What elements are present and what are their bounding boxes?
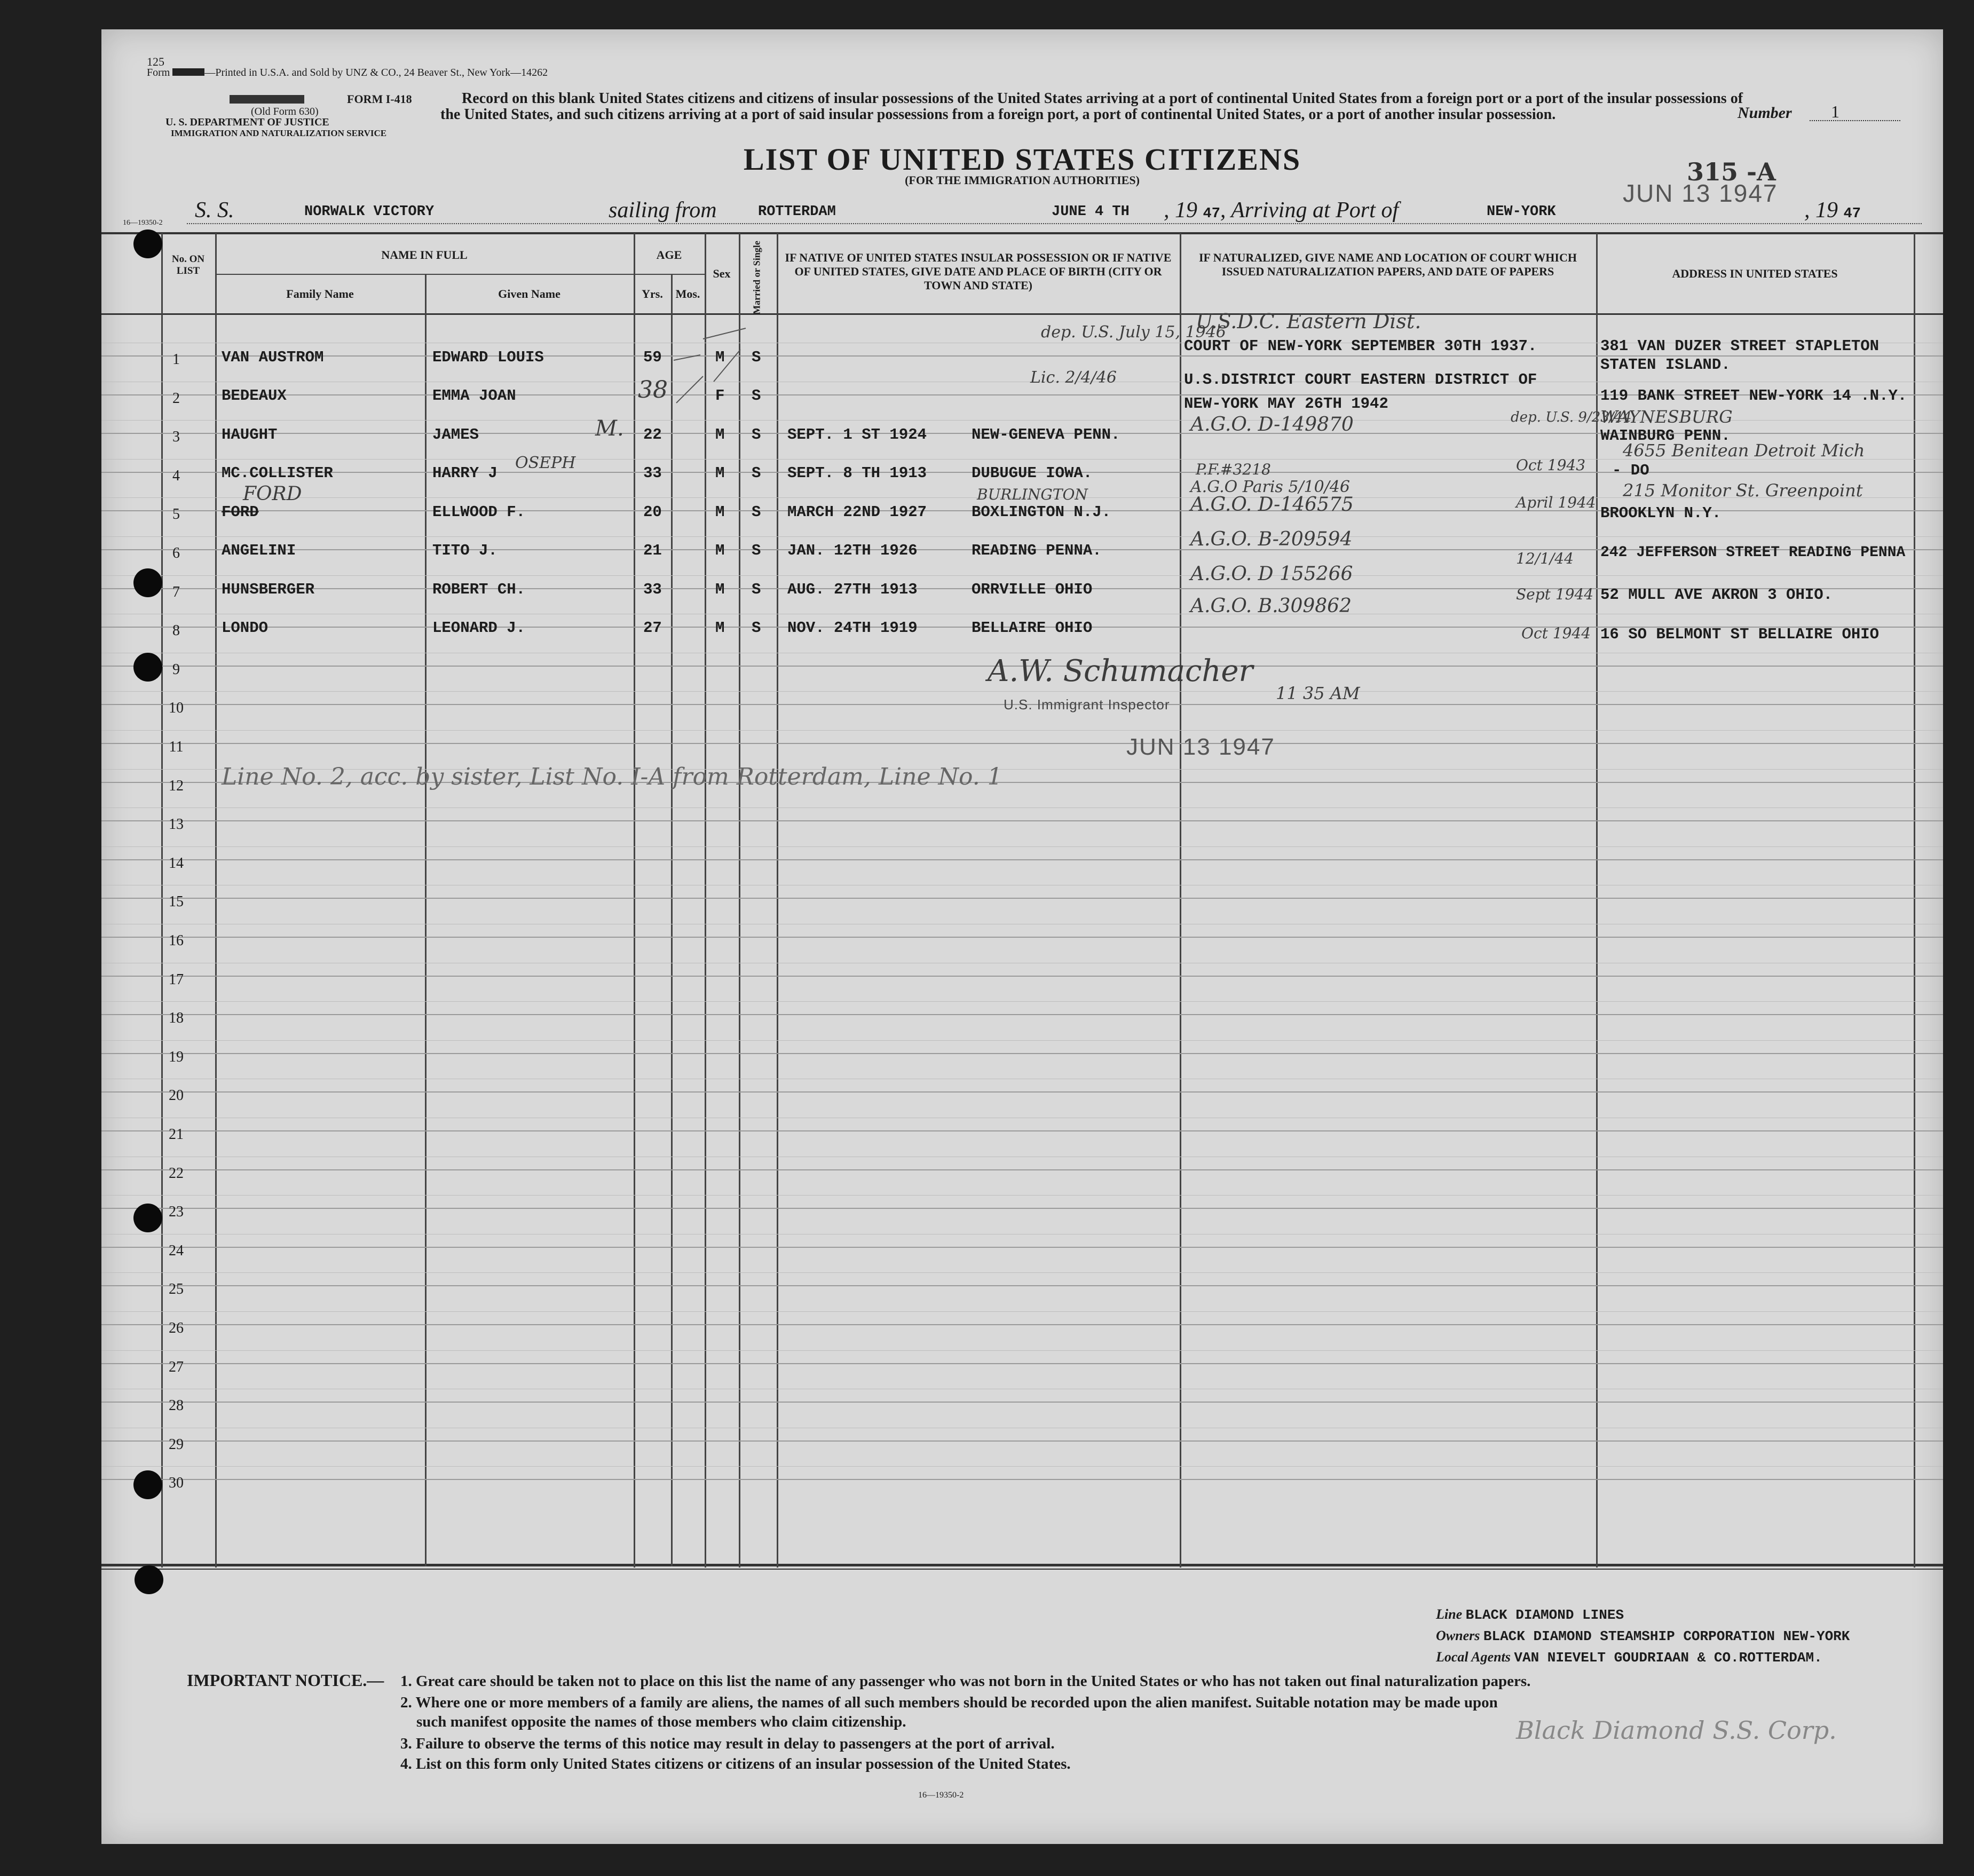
- row-subrule: [101, 1311, 1943, 1312]
- age-years: 59: [643, 349, 662, 366]
- birth-date: SEPT. 8 TH 1913: [787, 464, 927, 482]
- nat-date: Oct 1944: [1521, 624, 1591, 642]
- birth-place: DUBUGUE IOWA.: [972, 464, 1093, 482]
- page-subtitle: (FOR THE IMMIGRATION AUTHORITIES): [905, 173, 1140, 187]
- sex: M: [715, 349, 725, 366]
- row-number: 6: [172, 545, 180, 561]
- page-title: LIST OF UNITED STATES CITIZENS: [743, 142, 1301, 177]
- row-number: 29: [169, 1436, 184, 1453]
- nat-handwritten-court: U.S.D.C. Eastern Dist.: [1196, 310, 1422, 333]
- punch-hole: [133, 1470, 162, 1499]
- row-number: 20: [169, 1087, 184, 1104]
- header-yrs: Yrs.: [642, 287, 663, 300]
- row-rule: [101, 743, 1943, 744]
- row-rule: [101, 1208, 1943, 1209]
- side-code: 16—19350-2: [123, 219, 163, 227]
- voyage-dotline: [187, 223, 1922, 224]
- marital-status: S: [752, 503, 761, 521]
- naturalization-court: COURT OF NEW-YORK SEPTEMBER 30TH 1937.: [1184, 337, 1537, 355]
- family-name: FORD: [222, 503, 259, 521]
- port-from: ROTTERDAM: [758, 204, 836, 220]
- punch-hole: [133, 653, 162, 682]
- row-rule: [101, 1014, 1943, 1015]
- birth-place: READING PENNA.: [972, 542, 1102, 559]
- address: 381 VAN DUZER STREET STAPLETON: [1600, 337, 1880, 355]
- address: 242 JEFFERSON STREET READING PENNA: [1600, 544, 1906, 561]
- naturalization-court: NEW-YORK MAY 26TH 1942: [1184, 395, 1388, 413]
- header-mos: Mos.: [675, 287, 700, 300]
- number-line: [1810, 120, 1900, 121]
- inspector-signature: A.W. Schumacher: [988, 654, 1253, 688]
- col-divider: [425, 275, 427, 1566]
- row-rule: [101, 859, 1943, 860]
- sailing-label: sailing from: [609, 198, 717, 223]
- inspection-stamp: JUN 13 1947: [1126, 734, 1275, 760]
- row-number: 27: [169, 1358, 184, 1375]
- sex: M: [715, 619, 725, 637]
- row-subrule: [101, 1001, 1943, 1002]
- age-years: 33: [643, 464, 662, 482]
- year-prefix: , 19 47, Arriving at Port of: [1164, 198, 1399, 223]
- sex: M: [715, 542, 725, 559]
- sail-date: JUNE 4 TH: [1052, 204, 1130, 220]
- arrival-port: NEW-YORK: [1487, 204, 1556, 220]
- row-rule: [101, 820, 1943, 821]
- row-number: 21: [169, 1126, 184, 1143]
- row-number: 7: [172, 583, 180, 600]
- header-family: Family Name: [286, 287, 354, 300]
- row-rule: [101, 1247, 1943, 1248]
- row-rule: [101, 1091, 1943, 1093]
- family-name: HUNSBERGER: [222, 581, 315, 598]
- notice-2b: such manifest opposite the names of those members who claim citizenship.: [416, 1713, 906, 1730]
- row-subrule: [101, 1040, 1943, 1041]
- family-name: LONDO: [222, 619, 269, 637]
- name-subhead-rule: [215, 274, 635, 275]
- row-subrule: [101, 1466, 1943, 1467]
- nat-date: Oct 1943: [1516, 456, 1586, 474]
- birth-handwritten: BURLINGTON: [977, 486, 1088, 503]
- row-rule: [101, 976, 1943, 977]
- given-name: EMMA JOAN: [432, 387, 516, 405]
- row-number: 19: [169, 1048, 184, 1065]
- nat-handwritten: P.F.#3218: [1196, 461, 1271, 478]
- given-name: HARRY J: [432, 464, 498, 482]
- row-number: 23: [169, 1204, 184, 1221]
- row-rule: [101, 1479, 1943, 1480]
- row-number: 8: [172, 622, 180, 639]
- table-bottom-rule2: [101, 1569, 1943, 1570]
- row-number: 15: [169, 893, 184, 911]
- address-handwritten: WAYNESBURG: [1600, 407, 1733, 427]
- row-number: 24: [169, 1242, 184, 1259]
- header-address: ADDRESS IN UNITED STATES: [1672, 267, 1838, 280]
- row-number: 25: [169, 1281, 184, 1298]
- family-name: MC.COLLISTER: [222, 464, 333, 482]
- row-number: 17: [169, 971, 184, 988]
- service: IMMIGRATION AND NATURALIZATION SERVICE: [171, 128, 387, 138]
- family-name: VAN AUSTROM: [222, 349, 324, 366]
- notice-1: 1. Great care should be taken not to place on this list the name of any passenger who was not born in the United States or who has not taken out final naturalization papers.: [400, 1673, 1531, 1690]
- birth-date: JAN. 12TH 1926: [787, 542, 918, 559]
- notice-4: 4. List on this form only United States citizens or citizens of an insular possession of the United States.: [400, 1755, 1071, 1772]
- bottom-code: 16—19350-2: [918, 1791, 964, 1800]
- row-number: 18: [169, 1010, 184, 1027]
- ss-label: S. S.: [195, 198, 234, 223]
- marital-status: S: [752, 349, 761, 366]
- header-age: AGE: [656, 248, 682, 262]
- punch-hole: [133, 568, 162, 597]
- old-form: (Old Form 630): [251, 106, 319, 117]
- naturalization-court: A.G.O. B-209594: [1190, 528, 1353, 550]
- agents-field: Local Agents VAN NIEVELT GOUDRIAAN & CO.ROTTERDAM.: [1436, 1649, 1822, 1666]
- nat-date: April 1944: [1516, 494, 1596, 511]
- age-years: 21: [643, 542, 662, 559]
- row-number: 11: [169, 739, 184, 755]
- naturalization-court: A.G.O. D 155266: [1190, 563, 1353, 585]
- number-label: Number: [1738, 104, 1792, 122]
- row-rule: [101, 1324, 1943, 1325]
- address-handwritten: 4655 Benitean Detroit Mich: [1623, 440, 1865, 461]
- sex: M: [715, 426, 725, 444]
- row-rule: [101, 1053, 1943, 1054]
- given-name: ROBERT CH.: [432, 581, 526, 598]
- row-subrule: [101, 1350, 1943, 1351]
- age-years: 33: [643, 581, 662, 598]
- address: - DO: [1612, 462, 1649, 479]
- row-subrule: [101, 575, 1943, 576]
- birth-place: BOXLINGTON N.J.: [972, 503, 1111, 521]
- naturalization-court: A.G.O. D-149870: [1190, 414, 1354, 436]
- given-name: ELLWOOD F.: [432, 503, 526, 521]
- arrival-time: 11 35 AM: [1276, 683, 1360, 703]
- row-number: 5: [172, 506, 180, 523]
- row-rule: [101, 898, 1943, 899]
- notice-title: IMPORTANT NOTICE.—: [187, 1671, 384, 1690]
- owners-field: Owners BLACK DIAMOND STEAMSHIP CORPORATION NEW-YORK: [1436, 1628, 1850, 1644]
- given-handwritten: OSEPH: [515, 454, 576, 472]
- header-married: Married or Single: [751, 241, 762, 314]
- header-given: Given Name: [498, 287, 560, 300]
- row-subrule: [101, 1272, 1943, 1273]
- form-number: 125: [147, 55, 164, 68]
- birth-place: BELLAIRE OHIO: [972, 619, 1093, 637]
- row-rule: [101, 1130, 1943, 1131]
- marital-status: S: [752, 426, 761, 444]
- row-number: 2: [172, 390, 180, 407]
- notice-3: 3. Failure to observe the terms of this notice may result in delay to passengers at the port of arrival.: [400, 1735, 1055, 1752]
- given-name: TITO J.: [432, 542, 498, 559]
- row-subrule: [101, 1195, 1943, 1196]
- row-rule: [101, 1363, 1943, 1364]
- nat-date: 12/1/44: [1516, 550, 1574, 567]
- row-number: 12: [169, 777, 184, 794]
- address: BROOKLYN N.Y.: [1600, 504, 1722, 522]
- naturalization-court: A.G.O. B.309862: [1190, 595, 1352, 617]
- row-number: 1: [172, 351, 180, 368]
- row-rule: [101, 937, 1943, 938]
- arrival-year: , 19 47: [1804, 198, 1861, 223]
- header-sex: Sex: [713, 267, 731, 280]
- row-number: 10: [169, 700, 184, 717]
- marital-status: S: [752, 387, 761, 405]
- agent-signature: Black Diamond S.S. Corp.: [1516, 1716, 1837, 1745]
- row-number: 30: [169, 1475, 184, 1492]
- given-name: EDWARD LOUIS: [432, 349, 544, 366]
- table-top-rule: [101, 232, 1943, 234]
- address: 16 SO BELMONT ST BELLAIRE OHIO: [1600, 626, 1880, 643]
- redaction-bar: [230, 95, 304, 104]
- row-subrule: [101, 846, 1943, 847]
- given-handwritten: M.: [595, 416, 624, 441]
- nat-date: dep. U.S. 9/23/44: [1511, 409, 1632, 425]
- tick-marks: [671, 318, 778, 531]
- row-number: 22: [169, 1165, 184, 1182]
- given-name: LEONARD J.: [432, 619, 526, 637]
- sex: M: [715, 503, 725, 521]
- marital-status: S: [752, 464, 761, 482]
- row-rule: [101, 1285, 1943, 1286]
- number-value: 1: [1831, 102, 1839, 121]
- address: 119 BANK STREET NEW-YORK 14 .N.Y.: [1600, 387, 1907, 405]
- header-birth: IF NATIVE OF UNITED STATES INSULAR POSSESSION OR IF NATIVE OF UNITED STATES, GIVE DATE AND PLACE OF BIRTH (CITY OR TOWN AND STATE): [785, 251, 1172, 292]
- departure-note: dep. U.S. July 15, 1946: [1041, 323, 1226, 342]
- table-bottom-rule: [101, 1564, 1943, 1566]
- sex: M: [715, 464, 725, 482]
- department: U. S. DEPARTMENT OF JUSTICE: [165, 116, 329, 128]
- ship-name: NORWALK VICTORY: [304, 204, 435, 220]
- form-printer: Form —Printed in U.S.A. and Sold by UNZ & CO., 24 Beaver St., New York—14262: [147, 67, 548, 78]
- age-years: 27: [643, 619, 662, 637]
- age-years: 22: [643, 426, 662, 444]
- naturalization-court: A.G.O. D-146575: [1190, 494, 1354, 516]
- family-handwritten: FORD: [243, 483, 302, 505]
- punch-hole: [135, 1565, 163, 1594]
- manifest-sheet: [101, 29, 1943, 1844]
- age-years: 20: [643, 503, 662, 521]
- address-handwritten: 215 Monitor St. Greenpoint: [1623, 480, 1863, 501]
- punch-hole: [133, 229, 162, 258]
- row-subrule: [101, 536, 1943, 537]
- address: WAINBURG PENN.: [1600, 427, 1731, 445]
- row-subrule: [101, 730, 1943, 731]
- naturalization-court: A.G.O Paris 5/10/46: [1190, 478, 1351, 496]
- birth-date: MARCH 22ND 1927: [787, 503, 927, 521]
- row-number: 14: [169, 854, 184, 872]
- departure-note: Lic. 2/4/46: [1030, 368, 1117, 387]
- birth-place: ORRVILLE OHIO: [972, 581, 1093, 598]
- address: 52 MULL AVE AKRON 3 OHIO.: [1600, 586, 1833, 604]
- row12-note: Line No. 2, acc. by sister, List No. I-A from Rotterdam, Line No. 1: [222, 763, 1002, 790]
- row-rule: [101, 1169, 1943, 1170]
- row-number: 4: [172, 467, 180, 484]
- nat-date: Sept 1944: [1516, 585, 1594, 603]
- sex: M: [715, 581, 725, 598]
- row-number: 9: [172, 661, 180, 678]
- row-number: 26: [169, 1320, 184, 1336]
- line-field: Line BLACK DIAMOND LINES: [1436, 1606, 1624, 1623]
- family-name: BEDEAUX: [222, 387, 287, 405]
- given-name: JAMES: [432, 426, 479, 444]
- birth-date: SEPT. 1 ST 1924: [787, 426, 927, 444]
- age-subhead-rule: [634, 274, 705, 275]
- family-name: HAUGHT: [222, 426, 278, 444]
- header-name-in-full: NAME IN FULL: [381, 248, 468, 262]
- header-naturalized: IF NATURALIZED, GIVE NAME AND LOCATION OF COURT WHICH ISSUED NATURALIZATION PAPERS, AND DATE OF PAPERS: [1199, 251, 1577, 278]
- inspector-title: U.S. Immigrant Inspector: [1004, 696, 1170, 713]
- family-name: ANGELINI: [222, 542, 296, 559]
- age-years: 38: [638, 376, 668, 403]
- marital-status: S: [752, 619, 761, 637]
- table-header-rule: [101, 313, 1943, 315]
- row-rule: [101, 1440, 1943, 1442]
- row-number: 28: [169, 1397, 184, 1414]
- row-rule: [101, 1402, 1943, 1403]
- birth-place: NEW-GENEVA PENN.: [972, 426, 1120, 444]
- marital-status: S: [752, 581, 761, 598]
- punch-hole: [133, 1204, 162, 1232]
- marital-status: S: [752, 542, 761, 559]
- address-line2: STATEN ISLAND.: [1600, 356, 1731, 374]
- row-number: 3: [172, 429, 180, 446]
- birth-date: NOV. 24TH 1919: [787, 619, 918, 637]
- arrival-stamp: JUN 13 1947: [1623, 179, 1778, 207]
- sex: F: [715, 387, 725, 405]
- notice-2a: 2. Where one or more members of a family are aliens, the names of all such members should be recorded upon the alien manifest. Suitable notation may be made upon: [400, 1694, 1498, 1711]
- instructions: Record on this blank United States citizens and citizens of insular possessions of the United States arriving at a port of continental United States from a foreign port or a port of the insular possessions of the United States, and such citizens arriving at a port of said insular possessions from a foreign port, a port of continental United States, or a port of another insular possession.: [440, 90, 1743, 123]
- list-reference: 315 -A: [1687, 157, 1776, 186]
- form-code: FORM I-418: [347, 92, 412, 106]
- birth-date: AUG. 27TH 1913: [787, 581, 918, 598]
- row-subrule: [101, 691, 1943, 692]
- header-no: No. ON LIST: [171, 254, 205, 276]
- row-number: 16: [169, 932, 184, 949]
- row-number: 13: [169, 816, 184, 833]
- nat-court-line: U.S.DISTRICT COURT EASTERN DISTRICT OF: [1184, 371, 1537, 389]
